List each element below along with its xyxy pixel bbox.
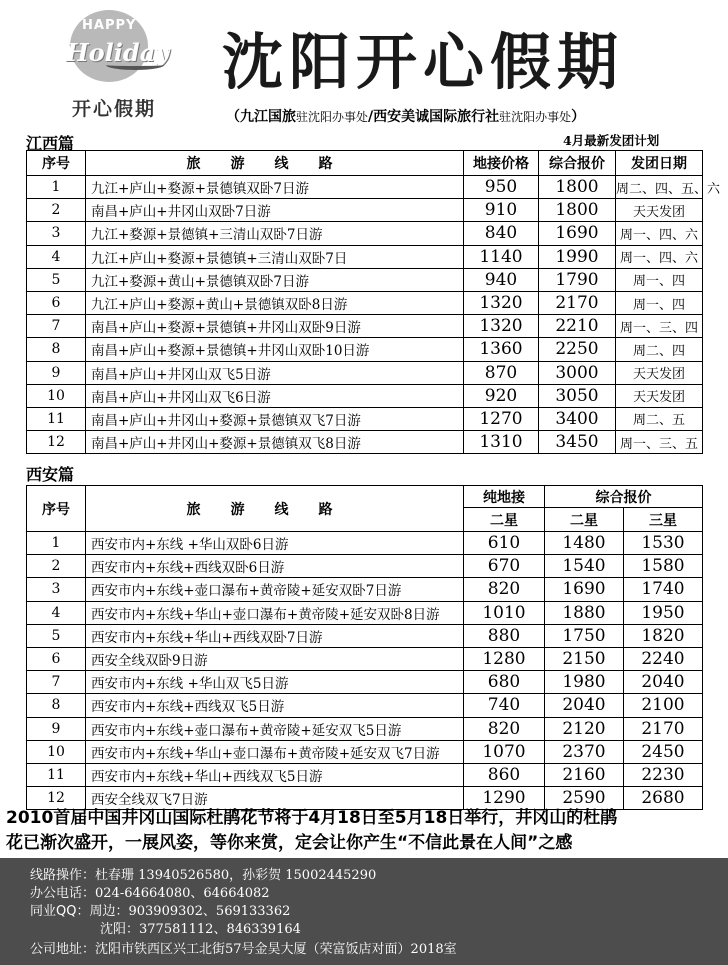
logo-swoosh <box>106 60 164 70</box>
table-row <box>27 199 703 222</box>
route-name: 九江+庐山+婺源+景德镇双卧7日游 <box>86 176 464 199</box>
row-number: 4 <box>27 601 86 624</box>
route-name: 九江+庐山+婺源+黄山+景德镇双卧8日游 <box>86 291 464 314</box>
route-name: 西安全线双飞7日游 <box>86 787 464 810</box>
local-price-2star: 680 <box>464 671 545 694</box>
total-price: 2170 <box>539 291 616 314</box>
row-number: 9 <box>27 361 86 384</box>
total-price-3star: 2040 <box>624 671 703 694</box>
total-price-2star: 2370 <box>545 740 624 763</box>
total-price-3star: 1740 <box>624 578 703 601</box>
departure-days: 周一、三、五 <box>616 431 703 454</box>
row-number: 7 <box>27 671 86 694</box>
row-number: 8 <box>27 694 86 717</box>
route-name: 南昌+庐山+井冈山双卧7日游 <box>86 199 464 222</box>
subtitle-part-e: ） <box>571 109 586 125</box>
total-price-3star: 2170 <box>624 717 703 740</box>
announcement-line-1: 2010首届中国井冈山国际杜鹃花节将于4月18日至5月18日举行，井冈山的杜鹃 <box>6 808 618 828</box>
row-number: 4 <box>27 245 86 268</box>
total-price: 1990 <box>539 245 616 268</box>
table-row <box>27 694 703 717</box>
departure-days: 天天发团 <box>616 384 703 407</box>
departure-days: 周一、四、六 <box>616 222 703 245</box>
table-row <box>27 407 703 430</box>
total-price-3star: 2240 <box>624 647 703 670</box>
route-name: 西安市内+东线+壶口瀑布+黄帝陵+延安双飞5日游 <box>86 717 464 740</box>
total-price: 1790 <box>539 268 616 291</box>
table-row <box>27 291 703 314</box>
row-number: 9 <box>27 717 86 740</box>
departure-days: 周二、四 <box>616 338 703 361</box>
total-price-2star: 2040 <box>545 694 624 717</box>
qq-shenyang-label: 沈阳： <box>100 922 140 937</box>
local-price: 920 <box>464 384 539 407</box>
xian-sub-total-2star: 二星 <box>545 508 624 532</box>
total-price-3star: 2450 <box>624 740 703 763</box>
local-price: 1310 <box>464 431 539 454</box>
total-price: 3400 <box>539 407 616 430</box>
footer-qq-shenyang-row <box>100 918 301 937</box>
local-price-2star: 1280 <box>464 647 545 670</box>
qq-shenyang-value: 377581112、846339164 <box>139 922 301 937</box>
table-row <box>27 555 703 578</box>
operator-label: 线路操作： <box>30 868 96 883</box>
local-price-2star: 740 <box>464 694 545 717</box>
total-price: 3050 <box>539 384 616 407</box>
local-price-2star: 820 <box>464 578 545 601</box>
subtitle-part-d: 驻沈阳办事处 <box>499 110 572 124</box>
total-price-3star: 1820 <box>624 624 703 647</box>
col-header-local-price: 地接价格 <box>464 151 539 176</box>
address-label: 公司地址： <box>30 942 96 957</box>
local-price-2star: 1290 <box>464 787 545 810</box>
total-price-2star: 1880 <box>545 601 624 624</box>
table-row <box>27 717 703 740</box>
total-price: 3450 <box>539 431 616 454</box>
col-header-route-text: 旅游线路 <box>186 156 363 172</box>
festival-announcement <box>6 806 617 856</box>
xian-table <box>26 485 703 810</box>
logo-sub-text: 开心假期 <box>72 98 157 120</box>
departure-days: 周一、三、四 <box>616 315 703 338</box>
footer-phone-row <box>30 882 270 901</box>
table-row <box>27 176 703 199</box>
table-row <box>27 361 703 384</box>
route-name: 西安市内+东线 +华山双卧6日游 <box>86 532 464 555</box>
route-name: 九江+婺源+黄山+景德镇双卧7日游 <box>86 268 464 291</box>
logo-main-text: Holiday <box>66 38 170 67</box>
row-number: 2 <box>27 555 86 578</box>
agency-subtitle <box>226 106 585 126</box>
jiangxi-header-row <box>27 151 703 176</box>
row-number: 10 <box>27 740 86 763</box>
route-name: 西安全线双卧9日游 <box>86 647 464 670</box>
local-price-2star: 880 <box>464 624 545 647</box>
table-row <box>27 431 703 454</box>
table-row <box>27 740 703 763</box>
row-number: 10 <box>27 384 86 407</box>
footer-address-row <box>30 938 457 957</box>
route-name: 西安市内+东线+西线双卧6日游 <box>86 555 464 578</box>
xian-col-header-route <box>86 486 464 532</box>
page-title: 沈阳开心假期 <box>222 27 625 98</box>
xian-col-header-local: 纯地接 <box>464 486 545 508</box>
row-number: 8 <box>27 338 86 361</box>
local-price: 940 <box>464 268 539 291</box>
local-price-2star: 610 <box>464 532 545 555</box>
total-price-2star: 1540 <box>545 555 624 578</box>
total-price-2star: 2160 <box>545 763 624 786</box>
qq-zhoubian-value: 903909302、569133362 <box>128 904 291 919</box>
row-number: 11 <box>27 763 86 786</box>
plan-label: 4月最新发团计划 <box>563 133 660 148</box>
jiangxi-table <box>26 150 721 454</box>
row-number: 7 <box>27 315 86 338</box>
local-price-2star: 860 <box>464 763 545 786</box>
table-row <box>27 222 703 245</box>
row-number: 5 <box>27 268 86 291</box>
table-row <box>27 578 703 601</box>
route-name: 西安市内+东线+西线双飞5日游 <box>86 694 464 717</box>
total-price-2star: 1750 <box>545 624 624 647</box>
local-price: 840 <box>464 222 539 245</box>
departure-days: 周二、四、五、六 <box>616 176 703 199</box>
col-header-route <box>86 151 464 176</box>
table-row <box>27 624 703 647</box>
footer-operator-row <box>30 864 376 883</box>
row-number: 12 <box>27 787 86 810</box>
row-number: 2 <box>27 199 86 222</box>
table-row <box>27 532 703 555</box>
company-logo <box>62 8 174 120</box>
xian-col-header-no: 序号 <box>27 486 86 532</box>
row-number: 3 <box>27 222 86 245</box>
departure-days: 周二、五 <box>616 407 703 430</box>
operator-value: 杜春珊 13940526580，孙彩贺 15002445290 <box>95 868 377 883</box>
col-header-total-price: 综合报价 <box>539 151 616 176</box>
row-number: 1 <box>27 176 86 199</box>
row-number: 12 <box>27 431 86 454</box>
row-number: 3 <box>27 578 86 601</box>
route-name: 南昌+庐山+井冈山双飞5日游 <box>86 361 464 384</box>
departure-days: 天天发团 <box>616 361 703 384</box>
table-row <box>27 268 703 291</box>
route-name: 南昌+庐山+婺源+景德镇+井冈山双卧9日游 <box>86 315 464 338</box>
logo-top-text: HAPPY <box>82 18 137 33</box>
total-price: 2250 <box>539 338 616 361</box>
jiangxi-section-title: 江西篇 <box>26 134 75 153</box>
announcement-line-2: 花已渐次盛开，一展风姿，等你来赏，定会让你产生“不信此景在人间”之感 <box>6 833 573 853</box>
table-row <box>27 671 703 694</box>
local-price: 1360 <box>464 338 539 361</box>
total-price-3star: 2680 <box>624 787 703 810</box>
total-price-2star: 2120 <box>545 717 624 740</box>
table-row <box>27 245 703 268</box>
route-name: 西安市内+东线+华山+壶口瀑布+黄帝陵+延安双飞7日游 <box>86 740 464 763</box>
col-header-no: 序号 <box>27 151 86 176</box>
subtitle-part-c: /西安美诚国际旅行社 <box>368 109 500 125</box>
phone-label: 办公电话： <box>30 886 96 901</box>
xian-sub-local-2star: 二星 <box>464 508 545 532</box>
total-price: 1800 <box>539 199 616 222</box>
subtitle-part-b: 驻沈阳办事处 <box>296 110 369 124</box>
total-price-3star: 2230 <box>624 763 703 786</box>
col-header-departure: 发团日期 <box>616 151 703 176</box>
row-number: 5 <box>27 624 86 647</box>
local-price: 950 <box>464 176 539 199</box>
local-price-2star: 670 <box>464 555 545 578</box>
route-name: 南昌+庐山+婺源+景德镇+井冈山双卧10日游 <box>86 338 464 361</box>
local-price-2star: 820 <box>464 717 545 740</box>
local-price: 1320 <box>464 291 539 314</box>
total-price-2star: 1480 <box>545 532 624 555</box>
departure-days: 天天发团 <box>616 199 703 222</box>
table-row <box>27 338 703 361</box>
table-row <box>27 384 703 407</box>
total-price-3star: 1950 <box>624 601 703 624</box>
route-name: 南昌+庐山+井冈山+婺源+景德镇双飞8日游 <box>86 431 464 454</box>
table-row <box>27 315 703 338</box>
total-price: 1800 <box>539 176 616 199</box>
total-price-2star: 2590 <box>545 787 624 810</box>
subtitle-part-a: （九江国旅 <box>226 109 296 125</box>
local-price-2star: 1070 <box>464 740 545 763</box>
local-price-2star: 1010 <box>464 601 545 624</box>
xian-col-header-total: 综合报价 <box>545 486 703 508</box>
row-number: 1 <box>27 532 86 555</box>
total-price-2star: 2150 <box>545 647 624 670</box>
total-price: 2210 <box>539 315 616 338</box>
route-name: 西安市内+东线+壶口瀑布+黄帝陵+延安双卧7日游 <box>86 578 464 601</box>
route-name: 西安市内+东线 +华山双飞5日游 <box>86 671 464 694</box>
total-price: 3000 <box>539 361 616 384</box>
table-row <box>27 763 703 786</box>
row-number: 11 <box>27 407 86 430</box>
departure-days: 周一、四 <box>616 291 703 314</box>
total-price-3star: 1580 <box>624 555 703 578</box>
total-price-2star: 1690 <box>545 578 624 601</box>
table-row <box>27 601 703 624</box>
footer-qq-row <box>30 900 290 919</box>
route-name: 西安市内+东线+华山+壶口瀑布+黄帝陵+延安双卧8日游 <box>86 601 464 624</box>
total-price-2star: 1980 <box>545 671 624 694</box>
contact-footer <box>0 858 728 965</box>
phone-value: 024-64664080、64664082 <box>95 886 270 901</box>
local-price: 910 <box>464 199 539 222</box>
row-number: 6 <box>27 291 86 314</box>
local-price: 870 <box>464 361 539 384</box>
total-price-3star: 2100 <box>624 694 703 717</box>
route-name: 九江+庐山+婺源+景德镇+三清山双卧7日 <box>86 245 464 268</box>
total-price: 1690 <box>539 222 616 245</box>
xian-header-row <box>27 486 703 508</box>
local-price: 1140 <box>464 245 539 268</box>
qq-zhoubian-label: 周边： <box>89 904 129 919</box>
route-name: 南昌+庐山+井冈山双飞6日游 <box>86 384 464 407</box>
departure-days: 周一、四 <box>616 268 703 291</box>
route-name: 西安市内+东线+华山+西线双卧7日游 <box>86 624 464 647</box>
table-row <box>27 647 703 670</box>
local-price: 1320 <box>464 315 539 338</box>
xian-col-header-route-text: 旅游线路 <box>186 501 363 518</box>
route-name: 九江+婺源+景德镇+三清山双卧7日游 <box>86 222 464 245</box>
route-name: 南昌+庐山+井冈山+婺源+景德镇双飞7日游 <box>86 407 464 430</box>
xian-section-title: 西安篇 <box>26 465 75 484</box>
address-value: 沈阳市铁西区兴工北街57号金昊大厦（荣富饭店对面）2018室 <box>95 942 457 957</box>
qq-label: 同业QQ： <box>30 904 90 919</box>
departure-days: 周一、四、六 <box>616 245 703 268</box>
row-number: 6 <box>27 647 86 670</box>
local-price: 1270 <box>464 407 539 430</box>
total-price-3star: 1530 <box>624 532 703 555</box>
route-name: 西安市内+东线+华山+西线双飞5日游 <box>86 763 464 786</box>
xian-sub-total-3star: 三星 <box>624 508 703 532</box>
